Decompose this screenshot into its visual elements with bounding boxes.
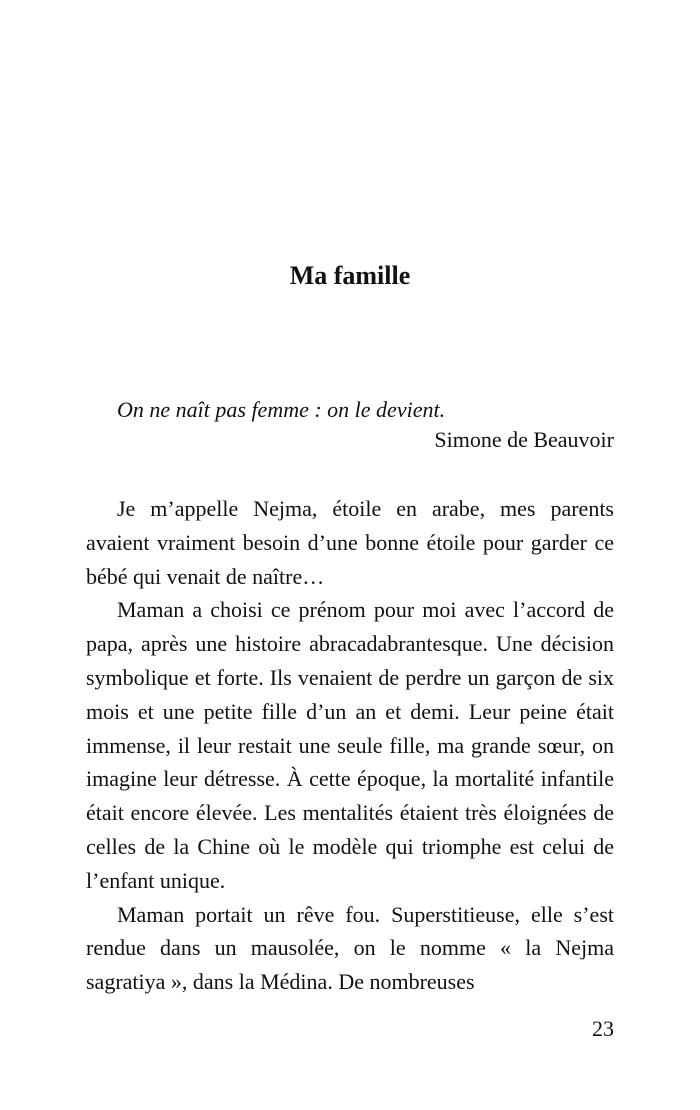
paragraph: Maman portait un rêve fou. Superstitieuse, elle s’est rendue dans un mausolée, on le nomme « la Nejma sagratiya », dans la Médina. De nombreuses <box>86 901 614 995</box>
epigraph-author: Simone de Beauvoir <box>434 427 614 452</box>
epigraph <box>86 395 614 455</box>
body-text <box>86 492 614 999</box>
epigraph-quote: On ne naît pas femme : on le devient. <box>117 397 446 422</box>
paragraph: Maman a choisi ce prénom pour moi avec l’accord de papa, après une histoire abracadabrantesque. Une décision symbolique et forte. Ils venaient de perdre un garçon de six mois et une petite fille d’un an et demi. Leur peine était immense, il leur restait une seule fille, ma grande sœur, on imagine leur détresse. À cette époque, la mortalité infantile était encore élevée. Les mentalités étaient très éloignées de celles de la Chine où le modèle qui triomphe est celui de l’enfant unique. <box>86 597 614 893</box>
paragraph: Je m’appelle Nejma, étoile en arabe, mes parents avaient vraiment besoin d’une bonne étoile pour garder ce bébé qui venait de naître… <box>86 496 614 589</box>
chapter-title: Ma famille <box>289 261 411 290</box>
book-page <box>86 0 614 1110</box>
page-number: 23 <box>592 1016 614 1041</box>
